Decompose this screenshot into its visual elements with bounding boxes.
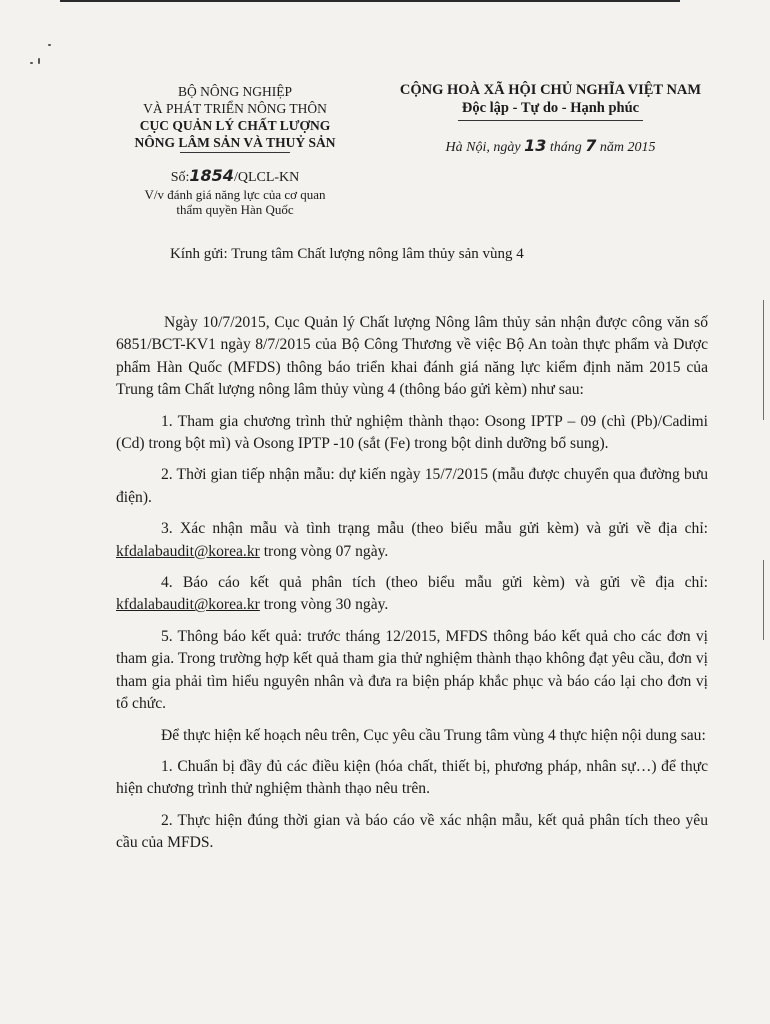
item-4-email-link[interactable]: kfdalabaudit@korea.kr — [116, 596, 260, 614]
date-year: năm 2015 — [596, 140, 656, 155]
letter-body — [116, 312, 708, 864]
date-month-label: tháng — [546, 140, 586, 155]
subject-line — [90, 187, 380, 217]
national-motto: Độc lập - Tự do - Hạnh phúc — [461, 100, 640, 116]
item-2-paragraph: 2. Thời gian tiếp nhận mẫu: dự kiến ngày 15/7/2015 (mẫu được chuyển qua đường bưu điện). — [116, 466, 708, 506]
place-and-date — [383, 137, 718, 157]
request-intro-paragraph: Để thực hiện kế hoạch nêu trên, Cục yêu cầu Trung tâm vùng 4 thực hiện nội dung sau: — [161, 726, 706, 744]
document-number — [95, 166, 375, 186]
ministry-name-line1: BỘ NÔNG NGHIỆP — [178, 84, 292, 99]
document-number-suffix: /QLCL-KN — [233, 170, 300, 185]
subject-line2: thẩm quyền Hàn Quốc — [176, 202, 294, 217]
item-5-paragraph: 5. Thông báo kết quả: trước tháng 12/2015, MFDS thông báo kết quả cho các đơn vị tham gia. Trong trường hợp kết quả tham gia thử nghiệm thành thạo không đạt yêu cầu, đơn vị tham gia phải tìm hiểu nguyên nhân và đưa ra biện pháp khắc phục và báo cáo lại cho đơn vị tổ chức. — [116, 627, 708, 713]
item-3-deadline: trong vòng 07 ngày. — [259, 542, 389, 560]
request-2-paragraph: 2. Thực hiện đúng thời gian và báo cáo về xác nhận mẫu, kết quả phân tích theo yêu cầu của MFDS. — [116, 811, 708, 852]
item-1-paragraph: 1. Tham gia chương trình thử nghiệm thành thạo: Osong IPTP – 09 (chì (Pb)/Cadimi (Cd) trong bột mì) và Osong IPTP -10 (sắt (Fe) trong bột dinh dưỡng bổ sung). — [116, 412, 708, 453]
date-prefix: Hà Nội, ngày — [445, 140, 525, 155]
recipient-line: Kính gửi: Trung tâm Chất lượng nông lâm thủy sản vùng 4 — [170, 246, 524, 262]
scan-speck — [30, 62, 33, 64]
request-1-paragraph: 1. Chuẩn bị đầy đủ các điều kiện (hóa chất, thiết bị, phương pháp, nhân sự…) để thực hiện chương trình thử nghiệm thành thạo nêu trên. — [116, 757, 708, 798]
scan-edge-mark — [763, 560, 764, 640]
agency-underline — [180, 152, 290, 153]
document-number-prefix: Số: — [170, 170, 190, 185]
scan-edge-mark — [763, 300, 764, 420]
nation-name: CỘNG HOÀ XÃ HỘI CHỦ NGHĨA VIỆT NAM — [399, 82, 702, 98]
item-3-email-link[interactable]: kfdalabaudit@korea.kr — [116, 542, 260, 560]
item-4-deadline: trong vòng 30 ngày. — [259, 596, 389, 614]
motto-underline — [458, 120, 643, 121]
agency-name-line1: CỤC QUẢN LÝ CHẤT LƯỢNG — [139, 118, 331, 133]
subject-line1: V/v đánh giá năng lực của cơ quan — [144, 187, 326, 202]
national-heading-block — [383, 81, 718, 157]
handwritten-day: 13 — [524, 136, 547, 155]
scan-top-edge — [60, 0, 680, 2]
handwritten-month: 7 — [585, 136, 597, 155]
scan-speck — [48, 44, 51, 46]
item-4-text: 4. Báo cáo kết quả phân tích (theo biểu mẫu gửi kèm) và gửi về địa chỉ: — [161, 574, 708, 592]
agency-name-line2: NÔNG LÂM SẢN VÀ THUỶ SẢN — [134, 135, 336, 150]
item-4-paragraph — [116, 572, 708, 617]
issuing-agency-block — [95, 83, 375, 153]
item-3-paragraph — [116, 518, 708, 563]
item-3-text: 3. Xác nhận mẫu và tình trạng mẫu (theo biểu mẫu gửi kèm) và gửi về địa chỉ: — [161, 520, 708, 538]
scan-speck — [38, 58, 40, 64]
handwritten-document-number: 1854 — [189, 166, 234, 185]
intro-paragraph: Ngày 10/7/2015, Cục Quản lý Chất lượng Nông lâm thủy sản nhận được công văn số 6851/BCT-KV1 ngày 8/7/2015 của Bộ Công Thương về việc Bộ An toàn thực phẩm và Dược phẩm Hàn Quốc (MFDS) thông báo triển khai đánh giá năng lực kiểm định năm 2015 của Trung tâm Chất lượng nông lâm thủy vùng 4 (thông báo gửi kèm) như sau: — [116, 314, 708, 399]
ministry-name-line2: VÀ PHÁT TRIỂN NÔNG THÔN — [143, 101, 327, 116]
